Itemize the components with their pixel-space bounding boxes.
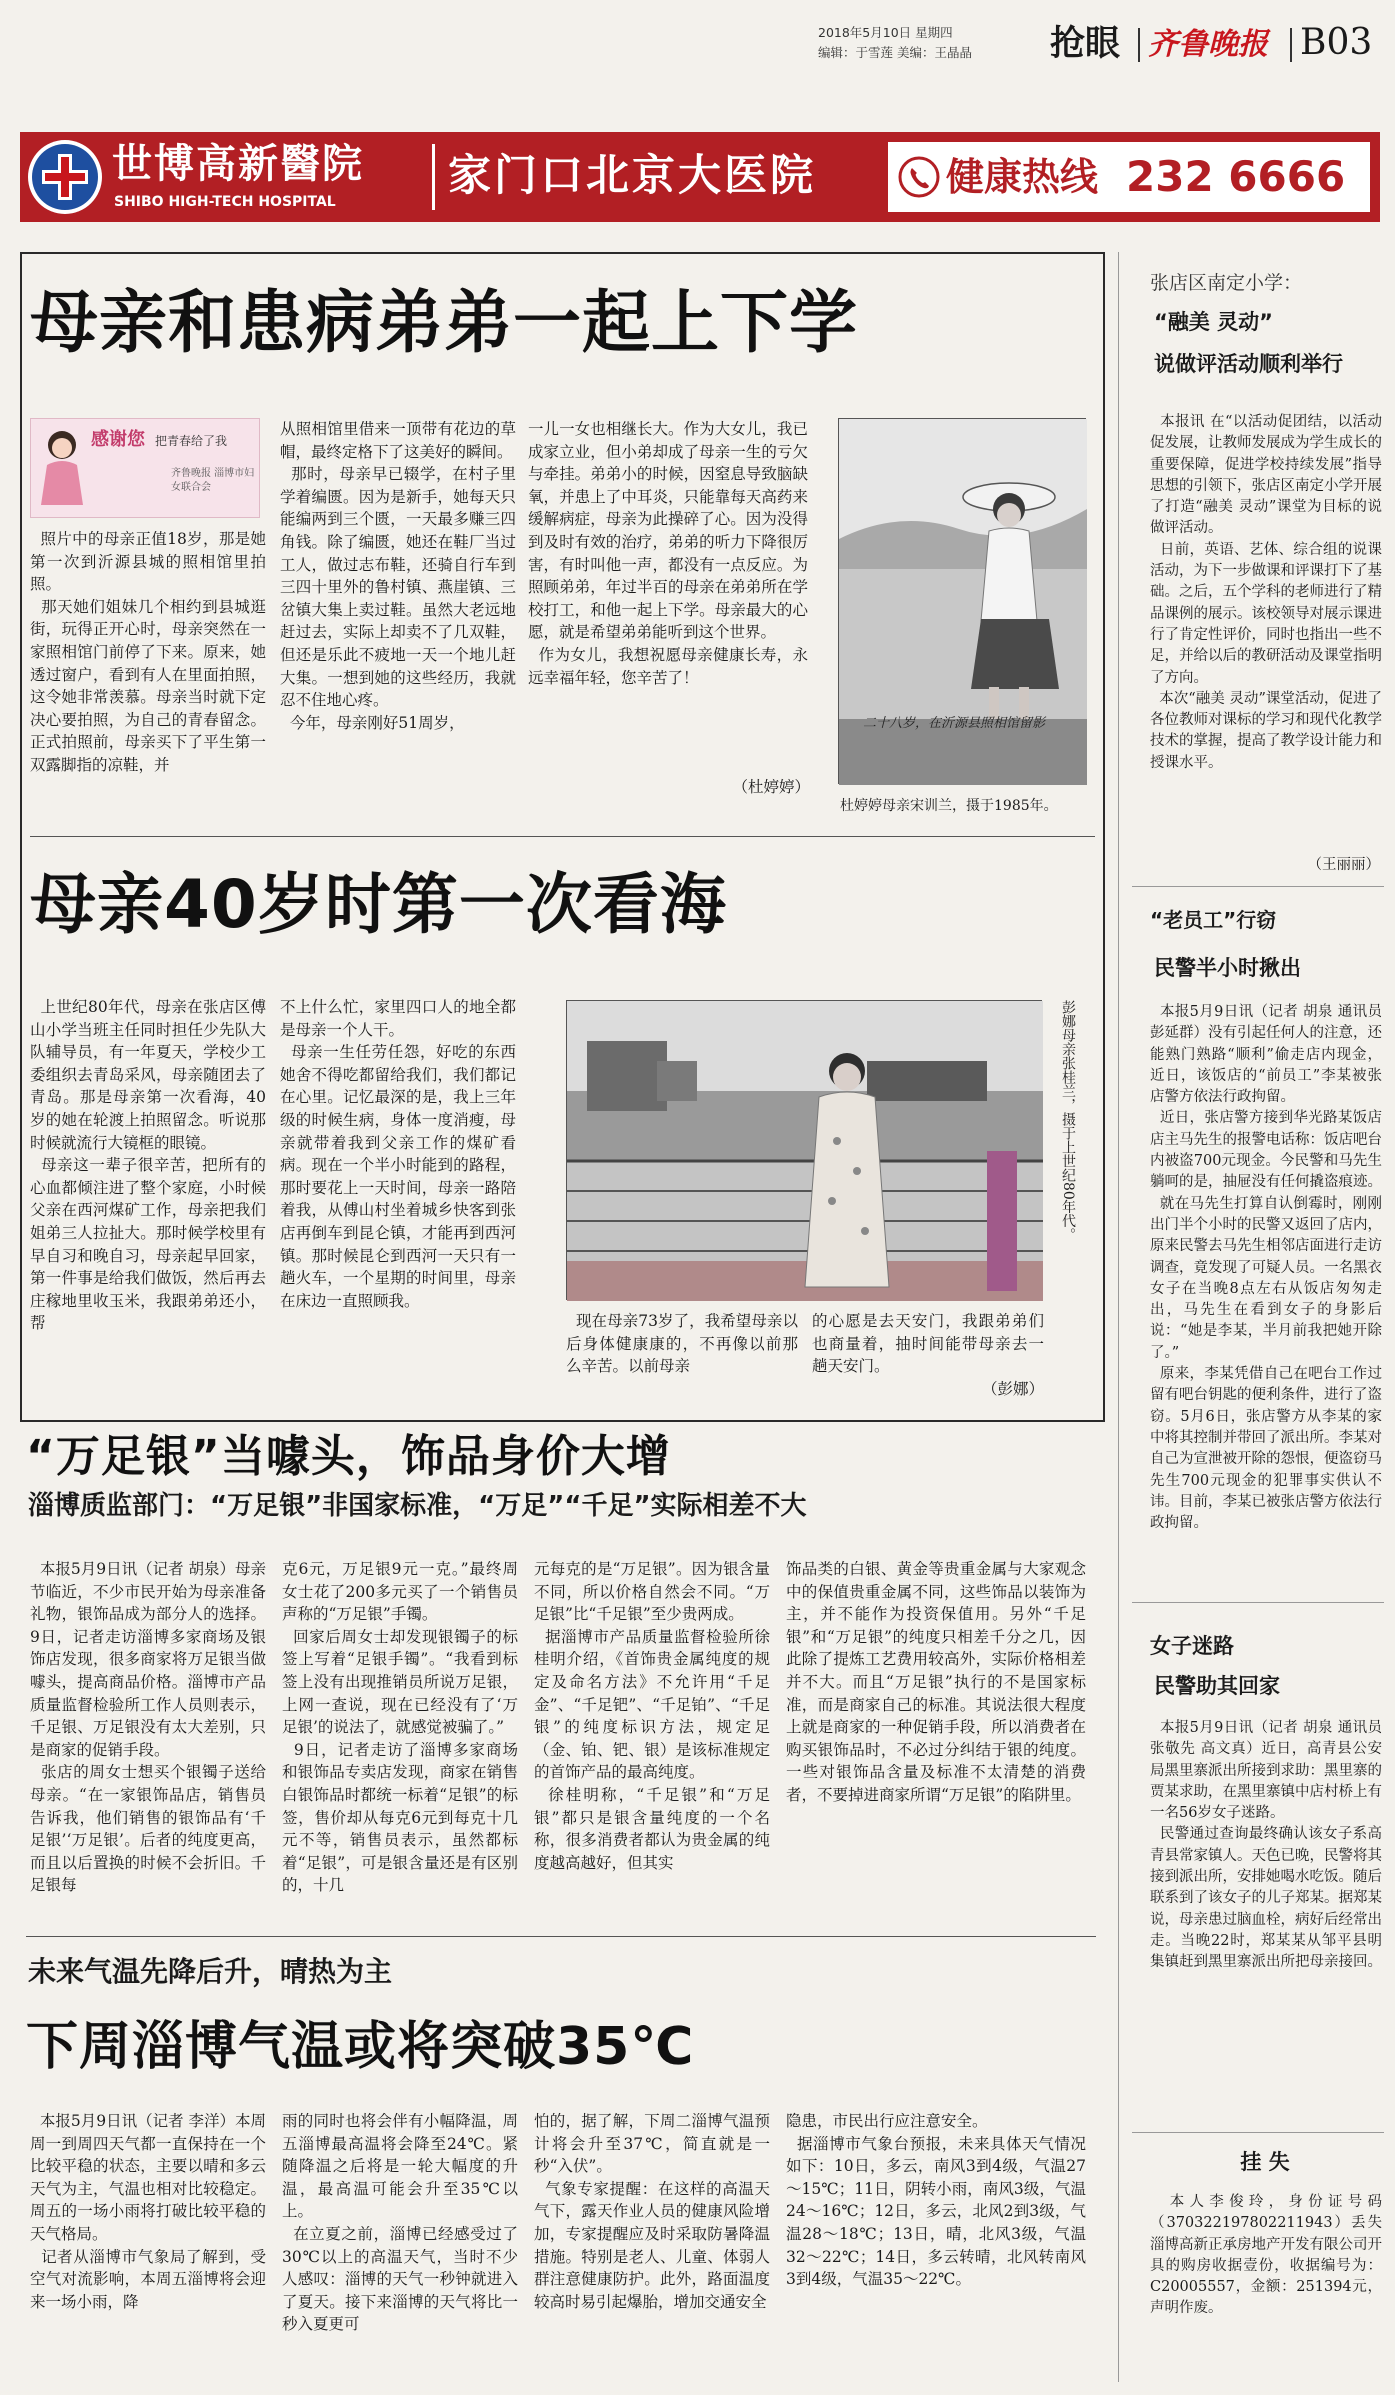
article3-subhead: 淄博质监部门：“万足银”非国家标准，“万足”“千足”实际相差不大	[28, 1491, 807, 1521]
sidebar-s3-title2: 民警助其回家	[1154, 1674, 1280, 1698]
frame-left	[20, 252, 22, 1422]
article4-kicker: 未来气温先降后升，晴热为主	[28, 1955, 393, 1988]
sidebar-divider-2	[1132, 1602, 1384, 1603]
ad-divider	[432, 144, 435, 210]
hotline-box	[888, 142, 1370, 212]
article2-col3: 现在母亲73岁了，我希望母亲以后身体健康康的，不再像以前那么辛苦。以前母亲	[566, 1312, 798, 1376]
sidebar-s3-body: 本报5月9日讯（记者 胡泉 通讯员 张敬先 高文真）近日，高青县公安局黑里寨派出所接到求助：黑里寨的贾某求助，在黑里寨镇中店村桥上有一名56岁女子迷路。 民警通过查询最终确认该女子系高青县常家镇人。天色已晚，民警将其接到派出所，安排她喝水吃饭。随后联系到了该女子的儿子郑某。据郑某说，母亲患过脑血栓，病好后经常出走。当晚22时，郑某某从邹平县明集镇赶到黑里寨派出所把母亲接回。	[1150, 1720, 1383, 1971]
article3-headline: “万足银”当噱头，饰品身价大增	[26, 1431, 671, 1482]
article1-photo	[838, 418, 1086, 784]
frame-top	[20, 252, 1105, 254]
sidebar-s1-byline: （王丽丽）	[1307, 857, 1380, 873]
sidebar-s2-body: 本报5月9日讯（记者 胡泉 通讯员 彭延群）没有引起任何人的注意，还能熟门熟路“顺利”偷走店内现金，近日，该饭店的“前员工”李某被张店警方依法行政拘留。 近日，张店警方接到华光路某饭店店主马先生的报警电话称：饭店吧台内被盗700元现金。今民警和马先生躺呵的是，抽屉没有任何撬盗痕迹。 就在马先生打算自认倒霉时，刚刚出门半个小时的民警又返回了店内，原来民警去马先生相邻店面进行走访调查，竟发现了可疑人员。一名黑衣女子在当晚8点左右从饭店匆匆走出，马先生在看到女子的身影后说：“她是李某，半月前我把她开除了。” 原来，李某凭借自己在吧台工作过留有吧台钥匙的便利条件，进行了盗窃。5月6日，张店警方从李某的家中将其控制并带回了派出所。李某对自己为宣泄被开除的怨恨，便盗窃马先生700元现金的犯罪事实供认不讳。目前，李某已被张店警方依法行政拘留。	[1150, 1004, 1383, 1532]
masthead-date: 2018年5月10日 星期四	[818, 25, 953, 40]
hospital-logo	[28, 140, 102, 214]
hotline-number: 232 6666	[1126, 152, 1346, 201]
column-logo	[30, 418, 260, 518]
article2-col4: 的心愿是去天安门，我跟弟弟们也商量着，抽时间能带母亲去一趟天安门。	[812, 1312, 1044, 1376]
sidebar-s1-body: 本报讯 在“以活动促团结，以活动促发展，让教师发展成为学生成长的重要保障，促进学校持续发展”指导思想的引领下，张店区南定小学开展了打造“融美 灵动”课堂为目标的说做评活动。 日前，英语、艺体、综合组的说课活动，为下一步做课和评课打下了基础。之后，五个学科的老师进行了精品课例的展示。该校领导对展示课进行了肯定性评价，同时也指出一些不足，并给以后的教研活动及课堂指明了方向。 本次“融美 灵动”课堂活动，促进了各位教师对课标的学习和现代化教学技术的掌握，提高了教学设计能力和授课水平。	[1150, 414, 1383, 771]
article4-col2: 雨的同时也将会伴有小幅降温，周五淄博最高温将会降至24℃。紧随降温之后将是一轮大幅度的升温，最高温可能会升至35℃以上。 在立夏之前，淄博已经感受过了30℃以上的高温天气，当时不少人感叹：淄博的天气一秒钟就进入了夏天。接下来淄博的天气将比一秒入夏更可	[282, 2112, 518, 2334]
hospital-cross-icon	[28, 140, 102, 214]
article2-headline: 母亲40岁时第一次看海	[30, 866, 727, 943]
sidebar-s3-title1: 女子迷路	[1150, 1634, 1234, 1658]
sea-ferry-photo-image	[567, 1001, 1043, 1301]
sidebar-s1-title1: “融美 灵动”	[1154, 310, 1273, 334]
masthead-editors: 编辑：于雪莲 美编：王晶晶	[818, 45, 972, 60]
article1-col3: 一儿一女也相继长大。作为大女儿，我已成家立业，但小弟却成了母亲一生的亏欠与牵挂。弟弟小的时候，因窒息导致脑缺氧，并患上了中耳炎，只能靠每天高药来缓解病症，母亲为此操碎了心。因为没得到及时有效的治疗，弟弟的听力下降很厉害，有时叫他一声，都没有一点反应。为照顾弟弟，年过半百的母亲在弟弟所在学校打工，和他一起上下学。母亲最大的心愿，就是希望弟弟能听到这个世界。 作为女儿，我想祝愿母亲健康长寿，永远幸福年轻，您辛苦了！	[528, 420, 808, 687]
ad-banner	[20, 132, 1380, 222]
article2-byline: （彭娜）	[981, 1380, 1044, 1398]
page-number: B03	[1300, 22, 1373, 63]
article2-photo-caption: 彭娜母亲张桂兰，摄于上世纪80年代。	[1060, 1000, 1076, 1242]
hospital-slogan: 家门口北京大医院	[448, 151, 816, 201]
column-logo-sub: 把青春给了我	[155, 434, 228, 448]
sidebar-s2-title: 民警半小时揪出	[1154, 956, 1301, 980]
sidebar-rule	[1118, 252, 1119, 2382]
sidebar-s2-kicker: “老员工”行窃	[1150, 908, 1277, 932]
sidebar-s4-body: 本人李俊玲，身份证号码（370322197802211943）丢失淄博高新正承房地产开发有限公司开具的购房收据壹份，收据编号为：C20005557，金额：251394元，声明作废。	[1150, 2194, 1382, 2317]
sidebar-divider-3	[1132, 2132, 1384, 2133]
article4-col1: 本报5月9日讯（记者 李洋）本周周一到周四天气都一直保持在一个比较平稳的状态，主要以晴和多云天气为主，气温也相对比较稳定。周五的一场小雨将打破比较平稳的天气格局。 记者从淄博市气象局了解到，受空气对流影响，本周五淄博将会迎来一场小雨，降	[30, 2112, 267, 2311]
article4-headline: 下周淄博气温或将突破35℃	[26, 2017, 695, 2077]
paper-logo: 齐鲁晚报	[1148, 27, 1268, 62]
article1-byline: （杜婷婷）	[732, 778, 810, 796]
sidebar-s1-kicker: 张店区南定小学：	[1150, 272, 1303, 294]
article2-photo	[566, 1000, 1042, 1300]
article3-col3: 元每克的是“万足银”。因为银含量不同，所以价格自然会不同。“万足银”比“千足银”至少贵两成。 据淄博市产品质量监督检验所徐桂明介绍，《首饰贵金属纯度的规定及命名方法》不允许用“千足金”、“千足钯”、“千足铂”、“千足银”的纯度标识方法，规定足（金、铂、钯、银）是该标准规定的首饰产品的最高纯度。 徐桂明称，“千足银”和“万足银”都只是银含量纯度的一个名称，很多消费者都认为贵金属的纯度越高越好，但其实	[534, 1560, 770, 1872]
column-logo-title: 感谢您	[91, 429, 145, 450]
sidebar-s4-title: 挂 失	[1240, 2150, 1290, 2174]
hotline-label: 健康热线	[946, 155, 1099, 199]
section-title: 抢眼	[1050, 24, 1121, 64]
article1-col1: 照片中的母亲正值18岁，那是她第一次到沂源县城的照相馆里拍照。 那天她们姐妹几个相约到县城逛街，玩得正开心时，母亲突然在一家照相馆门前停了下来。原来，她透过窗户，看到有人在里面拍照，这令她非常羡慕。母亲当时就下定决心要拍照，为自己的青春留念。正式拍照前，母亲买下了平生第一双露脚指的凉鞋，并	[30, 530, 266, 774]
article1-headline: 母亲和患病弟弟一起上下学	[30, 284, 859, 363]
article3-col2: 克6元，万足银9元一克。”最终周女士花了200多元买了一个销售员声称的“万足银”手镯。 回家后周女士却发现银镯子的标签上写着“足银手镯”。“我看到标签上没有出现推销员所说万足银，上网一查说，现在已经没有了‘万足银’的说法了，就感觉被骗了。” 9日，记者走访了淄博多家商场和银饰品专卖店发现，商家在销售白银饰品时都统一标着“足银”的标签，售价却从每克6元到每克十几元不等，销售员表示，虽然都标着“足银”，可是银含量还是有区别的，十几	[282, 1560, 518, 1895]
frame-right	[1103, 252, 1105, 1422]
article-divider	[30, 836, 1095, 837]
article4-col3: 怕的，据了解，下周二淄博气温预计将会升至37℃，简直就是一秒“入伏”。 气象专家提醒：在这样的高温天气下，露天作业人员的健康风险增加，专家提醒应及时采取防暑降温措施。特别是老人、儿童、体弱人群注意健康防护。此外，路面温度较高时易引起爆胎，增加交通安全	[534, 2112, 770, 2311]
frame-bottom	[20, 1420, 1105, 1422]
article1-photo-caption: 杜婷婷母亲宋训兰，摄于1985年。	[840, 798, 1058, 814]
article-divider-2	[26, 1936, 1096, 1937]
article3-col1: 本报5月9日讯（记者 胡泉）母亲节临近，不少市民开始为母亲准备礼物，银饰品成为部分人的选择。9日，记者走访淄博多家商场及银饰店发现，很多商家将万足银当做噱头，提高商品价格。淄博市产品质量监督检验所工作人员则表示，千足银、万足银没有太大差别，只是商家的促销手段。 张店的周女士想买个银镯子送给母亲。“在一家银饰品店，销售员告诉我，他们销售的银饰品有‘千足银’‘万足银’。后者的纯度更高，而且以后置换的时候不会折旧。千足银每	[30, 1560, 267, 1895]
sidebar-s1-title2: 说做评活动顺利举行	[1154, 352, 1343, 376]
masthead-divider	[1138, 28, 1140, 62]
column-logo-sponsor: 齐鲁晚报 淄博市妇女联合会	[171, 468, 255, 493]
article2-col2: 不上什么忙，家里四口人的地全都是母亲一个人干。 母亲一生任劳任怨，好吃的东西她舍不得吃都留给我们，我们都记在心里。记忆最深的是，我上三年级的时候生病，身体一度消瘦，母亲就带着我到父亲工作的煤矿看病。现在一个半小时能到的路程，那时要花上一天时间，母亲一路陪着我，从傅山村坐着城乡快客到张店再倒车到昆仑镇，才能再到西河镇。那时候昆仑到西河一天只有一趟火车，一个星期的时间里，母亲在床边一直照顾我。	[280, 998, 516, 1310]
article3-col4: 饰品类的白银、黄金等贵重金属与大家观念中的保值贵重金属不同，这些饰品以装饰为主，并不能作为投资保值用。另外“千足银”和“万足银”的纯度只相差千分之几，因此除了提炼工艺费用较高外，实际价格相差并不大。而且“万足银”执行的不是国家标准，而是商家自己的标准。其说法很大程度上就是商家的一种促销手段，所以消费者在购买银饰品时，不必过分纠结于银的纯度。一些对银饰品含量及标准不太清楚的消费者，不要掉进商家所谓“万足银”的陷阱里。	[786, 1560, 1086, 1804]
phone-icon	[898, 156, 940, 198]
hospital-name-en: SHIBO HIGH-TECH HOSPITAL	[114, 194, 336, 210]
sidebar-divider-1	[1132, 886, 1384, 887]
article2-col1: 上世纪80年代，母亲在张店区傅山小学当班主任同时担任少先队大队辅导员，有一年夏天，学校少工委组织去青岛采风，母亲随团去了青岛。那是母亲第一次看海，40岁的她在轮渡上拍照留念。听说那时候就流行大镜框的眼镜。 母亲这一辈子很辛苦，把所有的心血都倾注进了整个家庭，小时候父亲在西河煤矿工作，母亲把我们姐弟三人拉扯大。那时候学校里有早自习和晚自习，母亲起早回家，第一件事是给我们做饭，然后再去庄稼地里收玉米，我跟弟弟还小，帮	[30, 998, 266, 1333]
masthead-divider-2	[1290, 28, 1292, 62]
girl-illustration-icon	[37, 425, 87, 511]
article1-col2: 从照相馆里借来一顶带有花边的草帽，最终定格下了这美好的瞬间。 那时，母亲早已辍学，在村子里学着编匮。因为是新手，她每天只能编两到三个匮，一天最多赚三四角钱。除了编匮，她还在鞋厂当过工人，做过志布鞋，还骑自行车到三四十里外的鲁村镇、燕崖镇、三岔镇大集上卖过鞋。虽然大老远地赶过去，实际上却卖不了几双鞋，但还是乐此不疲地一天一个地儿赶大集。一想到她的这些经历，我就忍不住地心疼。 今年，母亲刚好51周岁，	[280, 420, 516, 732]
photo-inscription: 二十八岁，在沂源县照相馆留影	[863, 716, 1046, 731]
hospital-name-cn: 世博高新醫院	[112, 141, 364, 187]
article4-col4: 隐患，市民出行应注意安全。 据淄博市气象台预报，未来具体天气情况如下：10日，多云，南风3到4级，气温27～15℃；11日，阴转小雨，南风3级，气温24～16℃；12日，多云，北风2到3级，气温28～18℃；13日，晴，北风3级，气温32～22℃；14日，多云转晴，北风转南风3到4级，气温35～22℃。	[786, 2112, 1086, 2289]
